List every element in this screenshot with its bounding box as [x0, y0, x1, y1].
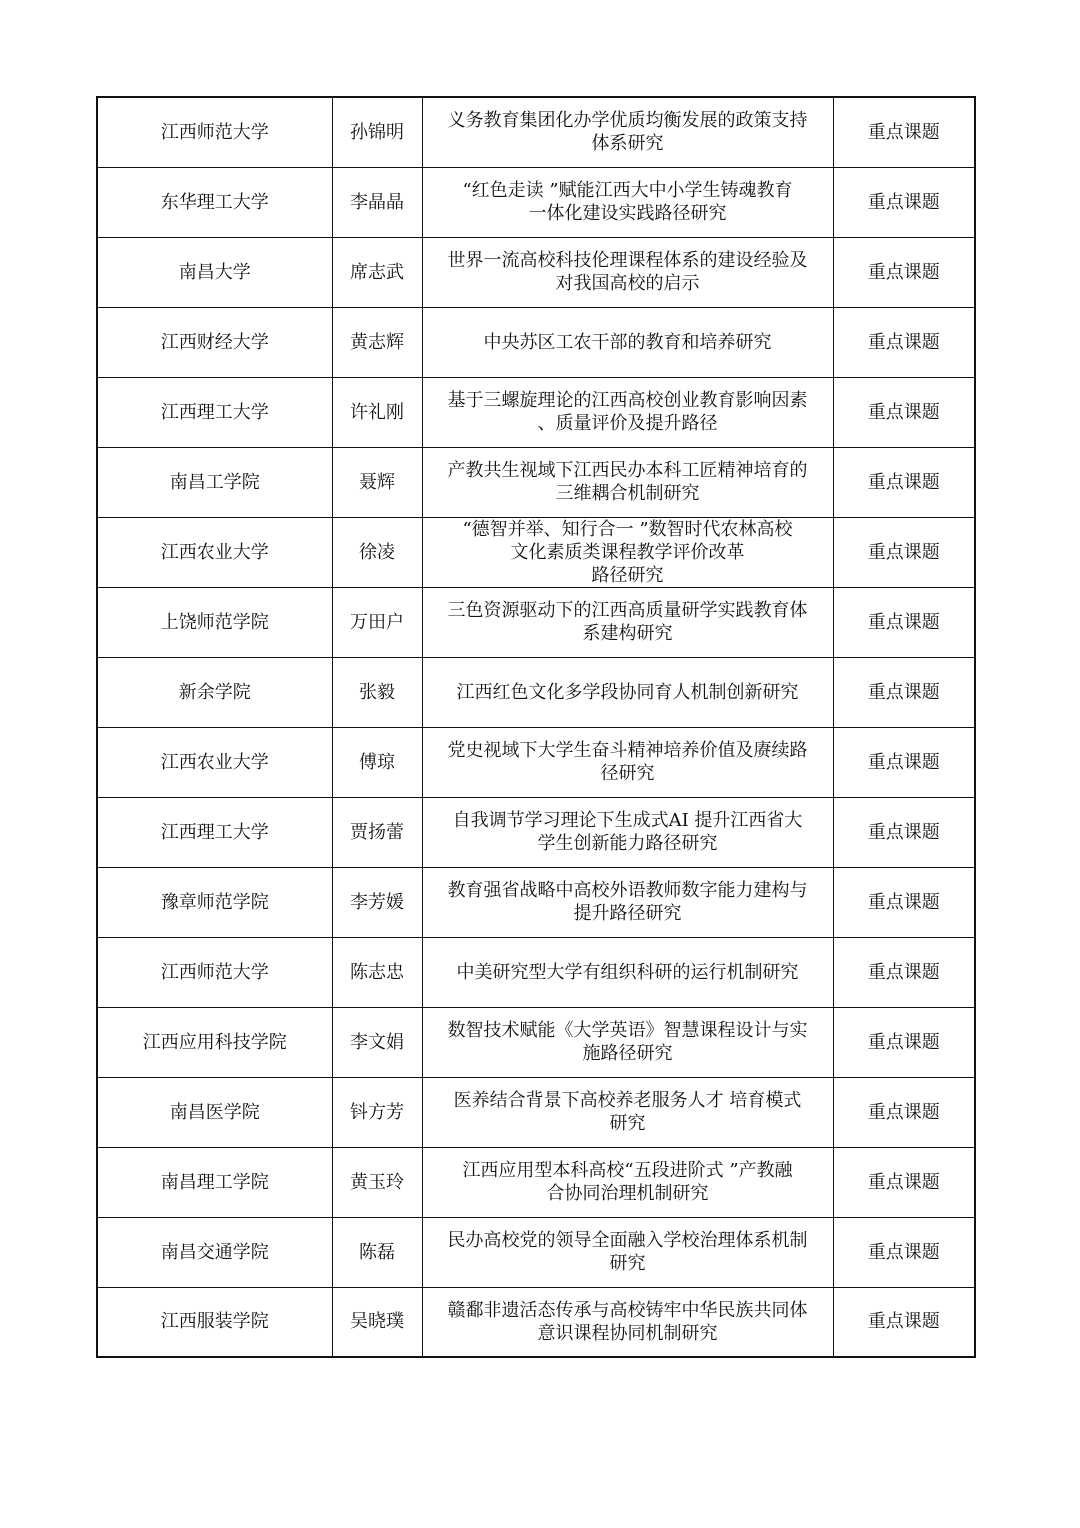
institution-cell: 江西师范大学	[97, 937, 332, 1007]
institution-cell: 江西应用科技学院	[97, 1007, 332, 1077]
institution-cell: 新余学院	[97, 657, 332, 727]
institution-cell: 豫章师范学院	[97, 867, 332, 937]
category-cell: 重点课题	[833, 657, 975, 727]
institution-cell: 江西农业大学	[97, 727, 332, 797]
leader-cell: 许礼刚	[332, 377, 422, 447]
leader-cell: 席志武	[332, 237, 422, 307]
project-title-cell: 中美研究型大学有组织科研的运行机制研究	[422, 937, 833, 1007]
leader-cell: 陈志忠	[332, 937, 422, 1007]
table-row	[97, 1217, 975, 1287]
project-title-cell: 三色资源驱动下的江西高质量研学实践教育体 系建构研究	[422, 587, 833, 657]
institution-cell: 江西理工大学	[97, 377, 332, 447]
category-cell: 重点课题	[833, 377, 975, 447]
institution-cell: 江西服装学院	[97, 1287, 332, 1357]
table-body	[97, 97, 975, 1357]
project-title-cell: 党史视域下大学生奋斗精神培养价值及赓续路 径研究	[422, 727, 833, 797]
table-row	[97, 657, 975, 727]
leader-cell: 贾扬蕾	[332, 797, 422, 867]
project-title-cell: 中央苏区工农干部的教育和培养研究	[422, 307, 833, 377]
category-cell: 重点课题	[833, 447, 975, 517]
institution-cell: 江西农业大学	[97, 517, 332, 587]
category-cell: 重点课题	[833, 1147, 975, 1217]
category-cell: 重点课题	[833, 1077, 975, 1147]
project-title-cell: 基于三螺旋理论的江西高校创业教育影响因素 、质量评价及提升路径	[422, 377, 833, 447]
table-row	[97, 937, 975, 1007]
leader-cell: 张毅	[332, 657, 422, 727]
category-cell: 重点课题	[833, 727, 975, 797]
category-cell: 重点课题	[833, 587, 975, 657]
institution-cell: 江西理工大学	[97, 797, 332, 867]
leader-cell: 傅琼	[332, 727, 422, 797]
leader-cell: 李芳媛	[332, 867, 422, 937]
institution-cell: 南昌理工学院	[97, 1147, 332, 1217]
project-title-cell: 产教共生视域下江西民办本科工匠精神培育的 三维耦合机制研究	[422, 447, 833, 517]
leader-cell: 黄玉玲	[332, 1147, 422, 1217]
category-cell: 重点课题	[833, 1007, 975, 1077]
category-cell: 重点课题	[833, 937, 975, 1007]
table-row	[97, 797, 975, 867]
institution-cell: 南昌大学	[97, 237, 332, 307]
category-cell: 重点课题	[833, 517, 975, 587]
table-row	[97, 1287, 975, 1357]
table-row	[97, 447, 975, 517]
table-row	[97, 97, 975, 167]
leader-cell: 万田户	[332, 587, 422, 657]
category-cell: 重点课题	[833, 167, 975, 237]
project-title-cell: 江西红色文化多学段协同育人机制创新研究	[422, 657, 833, 727]
institution-cell: 东华理工大学	[97, 167, 332, 237]
project-title-cell: 教育强省战略中高校外语教师数字能力建构与 提升路径研究	[422, 867, 833, 937]
category-cell: 重点课题	[833, 867, 975, 937]
leader-cell: 黄志辉	[332, 307, 422, 377]
leader-cell: 李文娟	[332, 1007, 422, 1077]
table-row	[97, 167, 975, 237]
project-title-cell: 民办高校党的领导全面融入学校治理体系机制 研究	[422, 1217, 833, 1287]
project-title-cell: 江西应用型本科高校“五段进阶式 ”产教融 合协同治理机制研究	[422, 1147, 833, 1217]
leader-cell: 孙锦明	[332, 97, 422, 167]
institution-cell: 上饶师范学院	[97, 587, 332, 657]
institution-cell: 南昌交通学院	[97, 1217, 332, 1287]
project-title-cell: 医养结合背景下高校养老服务人才 培育模式 研究	[422, 1077, 833, 1147]
project-title-cell: “德智并举、知行合一 ”数智时代农林高校 文化素质类课程教学评价改革 路径研究	[422, 517, 833, 587]
institution-cell: 南昌工学院	[97, 447, 332, 517]
category-cell: 重点课题	[833, 237, 975, 307]
category-cell: 重点课题	[833, 1217, 975, 1287]
project-title-cell: 世界一流高校科技伦理课程体系的建设经验及 对我国高校的启示	[422, 237, 833, 307]
institution-cell: 江西财经大学	[97, 307, 332, 377]
category-cell: 重点课题	[833, 1287, 975, 1357]
project-title-cell: 赣鄱非遗活态传承与高校铸牢中华民族共同体 意识课程协同机制研究	[422, 1287, 833, 1357]
project-list-table	[96, 96, 976, 1358]
category-cell: 重点课题	[833, 97, 975, 167]
project-title-cell: 义务教育集团化办学优质均衡发展的政策支持 体系研究	[422, 97, 833, 167]
table-row	[97, 867, 975, 937]
table-row	[97, 237, 975, 307]
table-row	[97, 587, 975, 657]
table-row	[97, 517, 975, 587]
leader-cell: 李晶晶	[332, 167, 422, 237]
table-row	[97, 1007, 975, 1077]
project-title-cell: 自我调节学习理论下生成式AI 提升江西省大 学生创新能力路径研究	[422, 797, 833, 867]
institution-cell: 南昌医学院	[97, 1077, 332, 1147]
leader-cell: 陈磊	[332, 1217, 422, 1287]
leader-cell: 钭方芳	[332, 1077, 422, 1147]
leader-cell: 聂辉	[332, 447, 422, 517]
project-title-cell: 数智技术赋能《大学英语》智慧课程设计与实 施路径研究	[422, 1007, 833, 1077]
institution-cell: 江西师范大学	[97, 97, 332, 167]
table-row	[97, 727, 975, 797]
category-cell: 重点课题	[833, 797, 975, 867]
table-row	[97, 377, 975, 447]
leader-cell: 徐凌	[332, 517, 422, 587]
table-row	[97, 307, 975, 377]
table-row	[97, 1147, 975, 1217]
table-row	[97, 1077, 975, 1147]
category-cell: 重点课题	[833, 307, 975, 377]
leader-cell: 吴晓璞	[332, 1287, 422, 1357]
project-title-cell: “红色走读 ”赋能江西大中小学生铸魂教育 一体化建设实践路径研究	[422, 167, 833, 237]
